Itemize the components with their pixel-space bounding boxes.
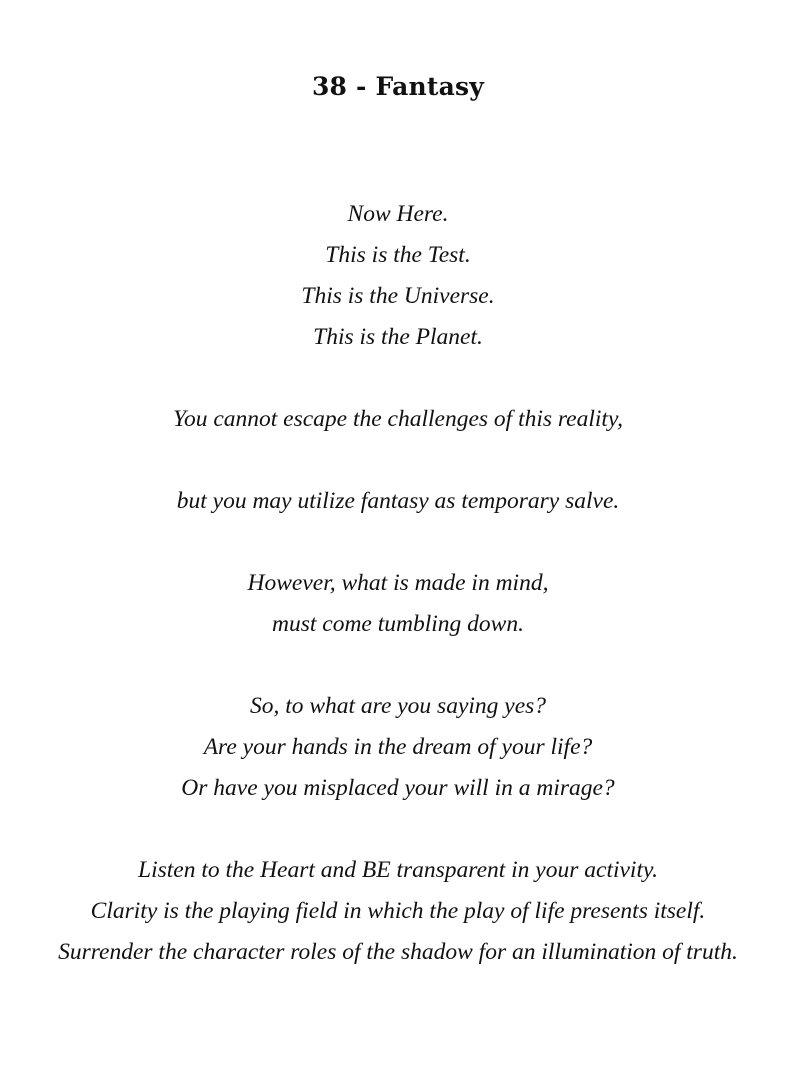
poem-line: Listen to the Heart and BE transparent in your activity.: [138, 857, 658, 883]
poem-line: Clarity is the playing field in which the play of life presents itself.: [90, 898, 706, 924]
stanza: [0, 194, 796, 358]
poem-body: [0, 194, 796, 1014]
poem-line: Now Here.: [347, 201, 449, 227]
page-title: 38 - Fantasy: [311, 72, 485, 101]
poem-line: Are your hands in the dream of your life?: [203, 734, 593, 760]
poem-line: This is the Planet.: [313, 324, 483, 350]
stanza: [0, 481, 796, 522]
stanza: [0, 850, 796, 973]
poem-line: This is the Test.: [325, 242, 471, 268]
poem-line: Or have you misplaced your will in a mirage?: [181, 775, 615, 801]
stanza: [0, 563, 796, 645]
poem-line: Surrender the character roles of the shadow for an illumination of truth.: [58, 939, 738, 965]
poem-line: You cannot escape the challenges of this reality,: [173, 406, 623, 432]
stanza: [0, 686, 796, 809]
poem-line: but you may utilize fantasy as temporary salve.: [176, 488, 620, 514]
poem-line: This is the Universe.: [301, 283, 495, 309]
stanza: [0, 399, 796, 440]
poem-line: So, to what are you saying yes?: [249, 693, 547, 719]
poem-line: However, what is made in mind,: [247, 570, 549, 596]
poem-line: must come tumbling down.: [272, 611, 524, 637]
